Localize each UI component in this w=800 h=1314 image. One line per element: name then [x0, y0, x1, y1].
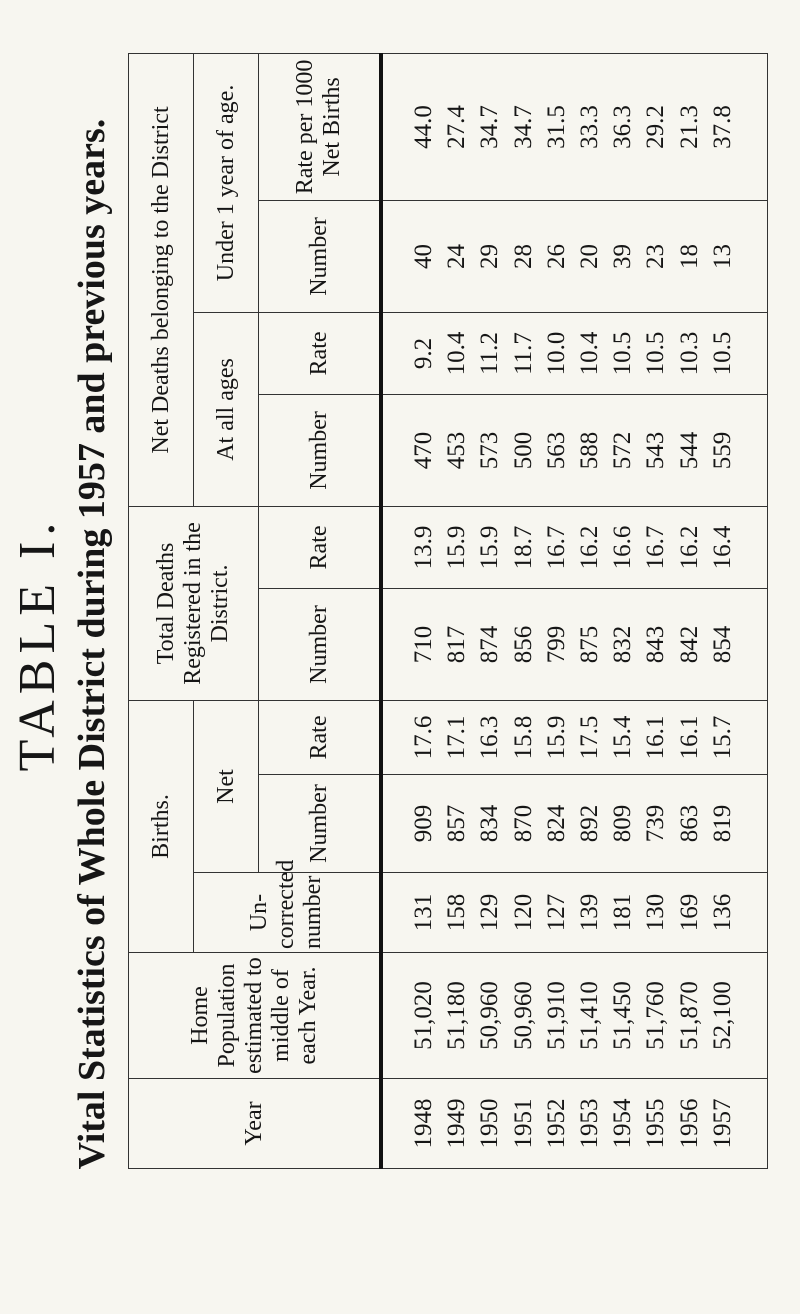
infant-mortality-rate-cell [381, 53, 768, 200]
population-value: 51,450 [609, 981, 637, 1050]
net-births-rate-value: 16.1 [642, 715, 670, 760]
year-value: 1957 [708, 1098, 736, 1149]
net-births-number-value: 892 [576, 804, 604, 843]
header-infant-number: Number [259, 200, 382, 312]
population-value: 51,870 [675, 981, 703, 1050]
net-deaths-rate-value: 9.2 [410, 337, 437, 370]
infant-deaths-number-value: 26 [542, 243, 570, 269]
header-total-deaths-rate: Rate [259, 506, 382, 588]
total-deaths-rate-value: 15.9 [476, 525, 504, 570]
net-deaths-number-value: 453 [443, 431, 471, 470]
uncorrected-births-value: 127 [542, 893, 570, 932]
net-deaths-number-value: 500 [509, 431, 537, 470]
uncorrected-births-value: 169 [675, 893, 703, 932]
total-deaths-number-value: 710 [410, 625, 437, 664]
total-deaths-rate-value: 16.4 [708, 525, 736, 570]
total-deaths-number-value: 843 [642, 625, 670, 664]
total-deaths-number-value: 799 [542, 625, 570, 664]
total-deaths-number-value: 842 [675, 625, 703, 664]
infant-mortality-rate-value: 27.4 [443, 105, 471, 149]
header-total-deaths: Total Deaths Registered in the District. [129, 506, 259, 700]
net-deaths-number-value: 588 [576, 431, 604, 470]
year-value: 1948 [410, 1098, 437, 1149]
total-deaths-rate-value: 18.7 [509, 525, 537, 570]
year-value: 1953 [576, 1098, 604, 1149]
net-births-number-value: 857 [443, 804, 471, 843]
net-deaths-rate-value: 10.5 [708, 331, 736, 376]
year-value: 1951 [509, 1098, 537, 1149]
population-value: 51,760 [642, 981, 670, 1050]
total-deaths-number-value: 817 [443, 625, 471, 664]
net-deaths-rate-value: 11.7 [509, 332, 537, 375]
population-value: 50,960 [509, 981, 537, 1050]
net-deaths-number-value: 543 [642, 431, 670, 470]
net-deaths-rate-value: 10.5 [642, 331, 670, 376]
infant-mortality-rate-value: 21.3 [675, 105, 703, 149]
net-deaths-rate-value: 10.0 [542, 331, 570, 376]
infant-deaths-number-value: 24 [443, 243, 471, 269]
header-at-all-ages: At all ages [194, 312, 259, 506]
uncorrected-births-value: 130 [642, 893, 670, 932]
total-deaths-rate-value: 16.2 [576, 525, 604, 570]
header-under-1-year: Under 1 year of age. [194, 53, 259, 312]
net-deaths-number-value: 573 [476, 431, 504, 470]
net-births-number-value: 819 [708, 804, 736, 843]
infant-mortality-rate-value: 29.2 [642, 105, 670, 149]
infant-mortality-rate-value: 36.3 [609, 105, 637, 149]
header-net: Net [194, 700, 259, 872]
year-value: 1952 [542, 1098, 570, 1149]
uncorrected-births-value: 136 [708, 893, 736, 932]
net-deaths-number-value: 544 [675, 431, 703, 470]
table-row [381, 53, 768, 1168]
infant-deaths-number-value: 28 [509, 243, 537, 269]
infant-deaths-number-value: 40 [410, 243, 437, 269]
infant-deaths-number-value: 20 [576, 243, 604, 269]
population-value: 52,100 [708, 981, 736, 1050]
net-births-rate-value: 17.1 [443, 715, 471, 760]
infant-mortality-rate-value: 44.0 [410, 105, 437, 149]
infant-mortality-rate-value: 33.3 [576, 105, 604, 149]
net-births-number-value: 909 [410, 804, 437, 843]
total-deaths-number-value: 854 [708, 625, 736, 664]
infant-deaths-number-value: 29 [476, 243, 504, 269]
header-net-deaths: Net Deaths belonging to the District [129, 53, 194, 506]
year-value: 1950 [476, 1098, 504, 1149]
total-deaths-rate-value: 13.9 [410, 525, 437, 570]
infant-mortality-rate-value: 37.8 [708, 105, 736, 149]
year-value: 1955 [642, 1098, 670, 1149]
net-deaths-rate-value: 10.3 [675, 331, 703, 376]
total-deaths-number-cell [381, 588, 768, 700]
uncorrected-births-value: 139 [576, 893, 604, 932]
population-value: 51,180 [443, 981, 471, 1050]
net-deaths-number-value: 559 [708, 431, 736, 470]
header-births: Births. [129, 700, 194, 952]
net-births-rate-value: 17.5 [576, 715, 604, 760]
net-deaths-number-value: 572 [609, 431, 637, 470]
uncorrected-births-value: 158 [443, 893, 471, 932]
net-births-number-value: 739 [642, 804, 670, 843]
infant-mortality-rate-value: 34.7 [476, 105, 504, 149]
header-births-rate: Rate [259, 700, 382, 774]
net-births-rate-cell [381, 700, 768, 774]
uncorrected-births-value: 129 [476, 893, 504, 932]
header-net-deaths-rate: Rate [259, 312, 382, 394]
year-value: 1949 [443, 1098, 471, 1149]
infant-deaths-number-value: 18 [675, 243, 703, 269]
table-subtitle: Vital Statistics of Whole District during 1957 and previous years. [71, 118, 113, 1170]
net-births-rate-value: 15.7 [708, 715, 736, 760]
net-deaths-number-cell [381, 394, 768, 506]
total-deaths-number-value: 875 [576, 625, 604, 664]
total-deaths-rate-value: 16.7 [642, 525, 670, 570]
net-births-rate-value: 15.8 [509, 715, 537, 760]
total-deaths-rate-value: 15.9 [443, 525, 471, 570]
year-cell [381, 1079, 768, 1169]
population-value: 51,410 [576, 981, 604, 1050]
net-births-number-value: 809 [609, 804, 637, 843]
net-births-rate-value: 16.1 [675, 715, 703, 760]
net-deaths-rate-cell [381, 312, 768, 394]
population-value: 50,960 [476, 981, 504, 1050]
net-births-number-value: 870 [509, 804, 537, 843]
total-deaths-rate-value: 16.6 [609, 525, 637, 570]
infant-mortality-rate-value: 31.5 [542, 105, 570, 149]
net-births-rate-value: 15.9 [542, 715, 570, 760]
header-year: Year [129, 1079, 382, 1169]
net-births-number-value: 863 [675, 804, 703, 843]
uncorrected-births-value: 181 [609, 893, 637, 932]
uncorrected-births-value: 131 [410, 893, 437, 932]
infant-deaths-number-value: 13 [708, 243, 736, 269]
page-title-block [8, 94, 116, 1194]
net-births-number-value: 824 [542, 804, 570, 843]
header-infant-rate: Rate per 1000 Net Births [259, 53, 382, 200]
total-deaths-number-value: 832 [609, 625, 637, 664]
net-deaths-rate-value: 10.4 [576, 331, 604, 376]
net-births-number-cell [381, 775, 768, 873]
header-net-deaths-number: Number [259, 394, 382, 506]
infant-deaths-number-value: 39 [609, 243, 637, 269]
total-deaths-rate-cell [381, 506, 768, 588]
net-deaths-number-value: 470 [410, 431, 437, 470]
net-births-rate-value: 17.6 [410, 715, 437, 760]
net-births-rate-value: 16.3 [476, 715, 504, 760]
total-deaths-rate-value: 16.7 [542, 525, 570, 570]
header-births-number: Number [259, 775, 382, 873]
year-value: 1954 [609, 1098, 637, 1149]
infant-deaths-number-value: 23 [642, 243, 670, 269]
population-value: 51,020 [410, 981, 437, 1050]
total-deaths-rate-value: 16.2 [675, 525, 703, 570]
infant-deaths-number-cell [381, 200, 768, 312]
total-deaths-number-value: 856 [509, 625, 537, 664]
uncorrected-births-cell [381, 873, 768, 953]
table-title: TABLE I. [9, 516, 66, 772]
year-value: 1956 [675, 1098, 703, 1149]
header-uncorrected-number: Un-corrected number [194, 873, 382, 953]
infant-mortality-rate-value: 34.7 [509, 105, 537, 149]
net-births-rate-value: 15.4 [609, 715, 637, 760]
net-deaths-rate-value: 11.2 [476, 332, 504, 375]
header-total-deaths-number: Number [259, 588, 382, 700]
total-deaths-number-value: 874 [476, 625, 504, 664]
vital-statistics-table [128, 53, 768, 1169]
net-deaths-number-value: 563 [542, 431, 570, 470]
population-cell [381, 953, 768, 1079]
net-deaths-rate-value: 10.4 [443, 331, 471, 376]
net-births-number-value: 834 [476, 804, 504, 843]
net-deaths-rate-value: 10.5 [609, 331, 637, 376]
uncorrected-births-value: 120 [509, 893, 537, 932]
header-home-population: Home Population estimated to middle of each Year. [129, 953, 382, 1079]
population-value: 51,910 [542, 981, 570, 1050]
